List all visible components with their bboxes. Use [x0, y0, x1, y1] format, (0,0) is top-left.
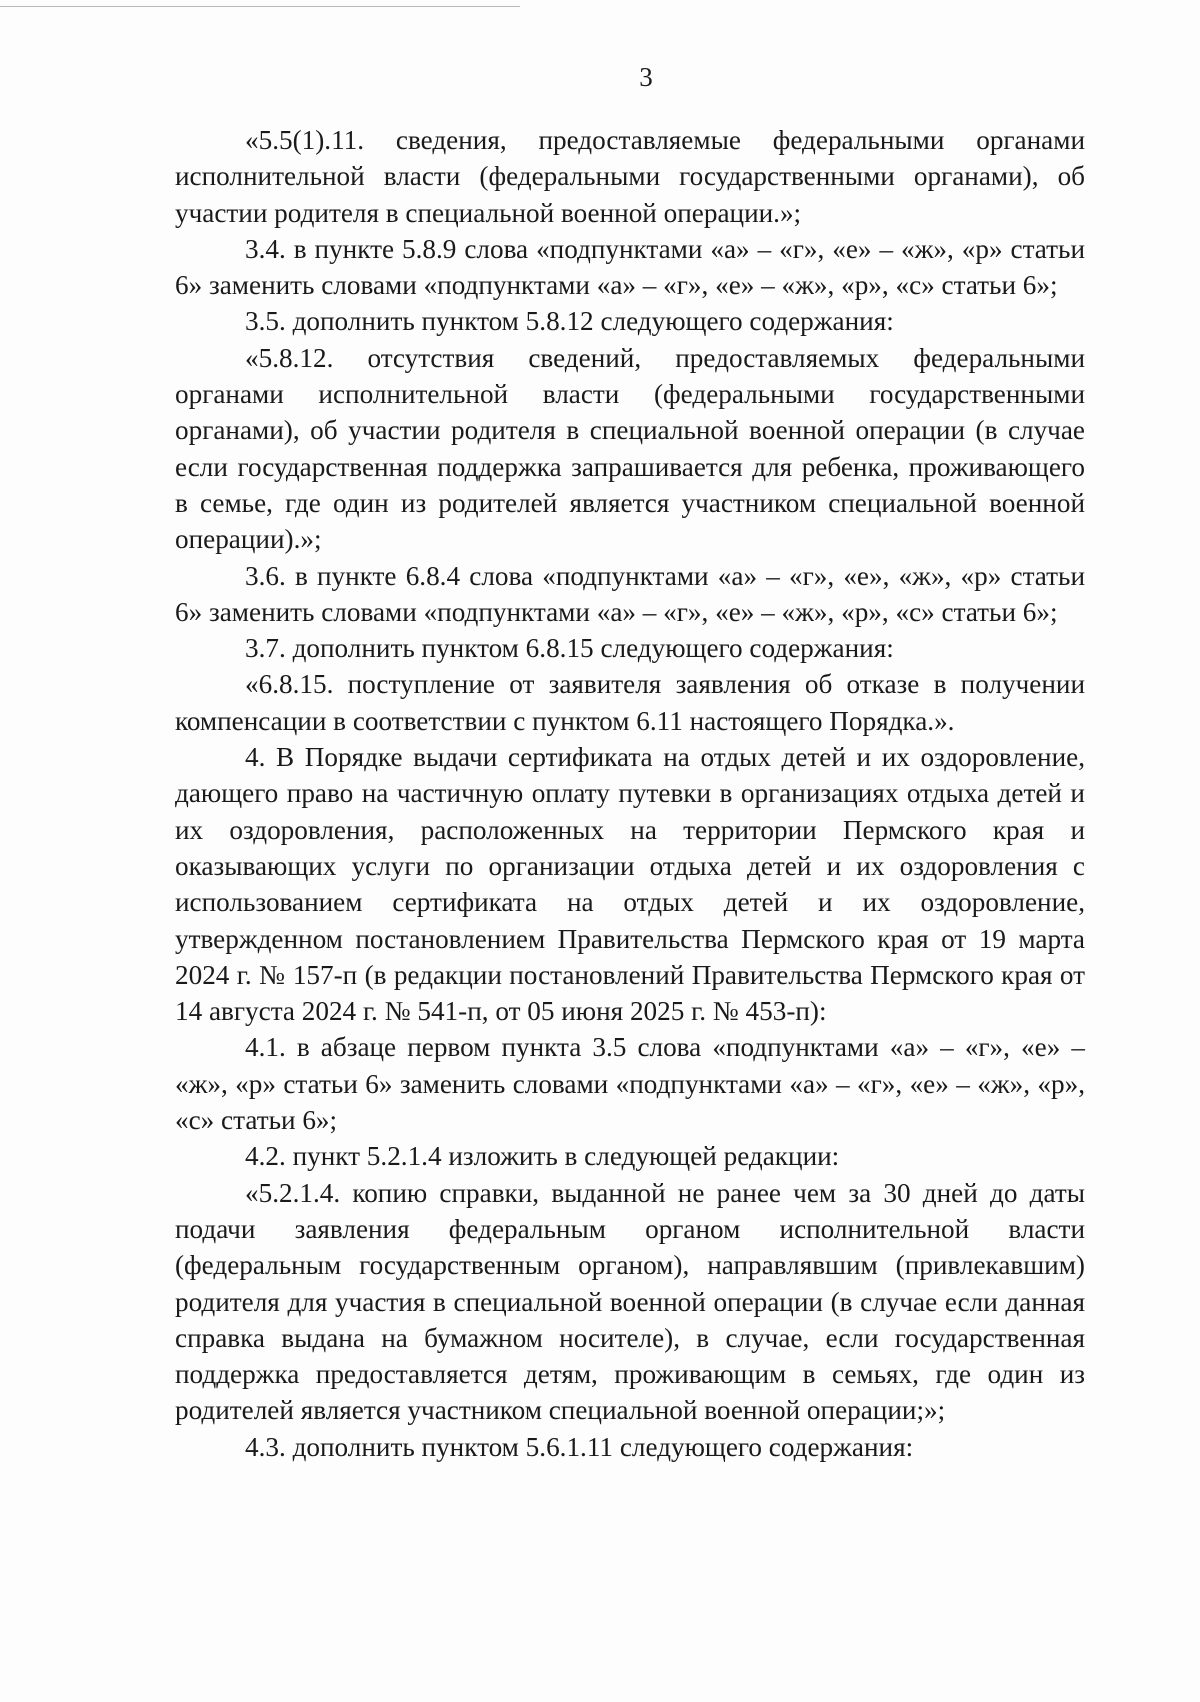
paragraph-5-8-12: «5.8.12. отсутствия сведений, предоставляемых федеральными органами исполнительной власти (федеральными государственными органами), об участии родителя в специальной военной операции (в случае если государственная поддержка запрашивается для ребенка, проживающего в семье, где один из родителей является участником специальной военной операции).»; — [175, 342, 1085, 555]
paragraph-3-7: 3.7. дополнить пунктом 6.8.15 следующего содержания: — [245, 633, 894, 664]
paragraph-4-1: 4.1. в абзаце первом пункта 3.5 слова «подпунктами «а» – «г», «е» – «ж», «р» статьи 6» заменить словами «подпунктами «а» – «г», «е» – «ж», «р», «с» статьи 6»; — [175, 1032, 1085, 1136]
paragraph-5-5-1-11: «5.5(1).11. сведения, предоставляемые федеральными органами исполнительной власти (федеральными государственными органами), об участии родителя в специальной военной операции.»; — [175, 125, 1085, 228]
document-body — [175, 122, 1085, 1465]
scan-edge-line — [0, 6, 520, 7]
paragraph-3-6: 3.6. в пункте 6.8.4 слова «подпунктами «а» – «г», «е», «ж», «р» статьи 6» заменить словами «подпунктами «а» – «г», «е» – «ж», «р», «с» статьи 6»; — [175, 560, 1085, 627]
paragraph-3-5: 3.5. дополнить пунктом 5.8.12 следующего содержания: — [245, 306, 894, 337]
paragraph-4: 4. В Порядке выдачи сертификата на отдых детей и их оздоровление, дающего право на частичную оплату путевки в организациях отдыха детей и их оздоровления, расположенных на территории Пермского края и оказывающих услуги по организации отдыха детей и их оздоровления с использованием сертификата на отдых детей и их оздоровление, утвержденном постановлением Правительства Пермского края от 19 марта 2024 г. № 157-п (в редакции постановлений Правительства Пермского края от 14 августа 2024 г. № 541-п, от 05 июня 2025 г. № 453-п): — [175, 742, 1085, 1027]
paragraph-4-3: 4.3. дополнить пунктом 5.6.1.11 следующего содержания: — [245, 1431, 914, 1462]
paragraph-6-8-15: «6.8.15. поступление от заявителя заявления об отказе в получении компенсации в соответствии с пунктом 6.11 настоящего Порядка.». — [175, 669, 1085, 736]
page-number: 3 — [639, 62, 653, 92]
paragraph-5-2-1-4: «5.2.1.4. копию справки, выданной не ранее чем за 30 дней до даты подачи заявления федеральным органом исполнительной власти (федеральным государственным органом), направлявшим (привлекавшим) родителя для участия в специальной военной операции (в случае если данная справка выдана на бумажном носителе), в случае, если государственная поддержка предоставляется детям, проживающим в семьях, где один из родителей является участником специальной военной операции;»; — [175, 1177, 1085, 1426]
paragraph-3-4: 3.4. в пункте 5.8.9 слова «подпунктами «а» – «г», «е» – «ж», «р» статьи 6» заменить словами «подпунктами «а» – «г», «е» – «ж», «р», «с» статьи 6»; — [175, 233, 1085, 301]
paragraph-4-2: 4.2. пункт 5.2.1.4 изложить в следующей редакции: — [245, 1141, 840, 1172]
